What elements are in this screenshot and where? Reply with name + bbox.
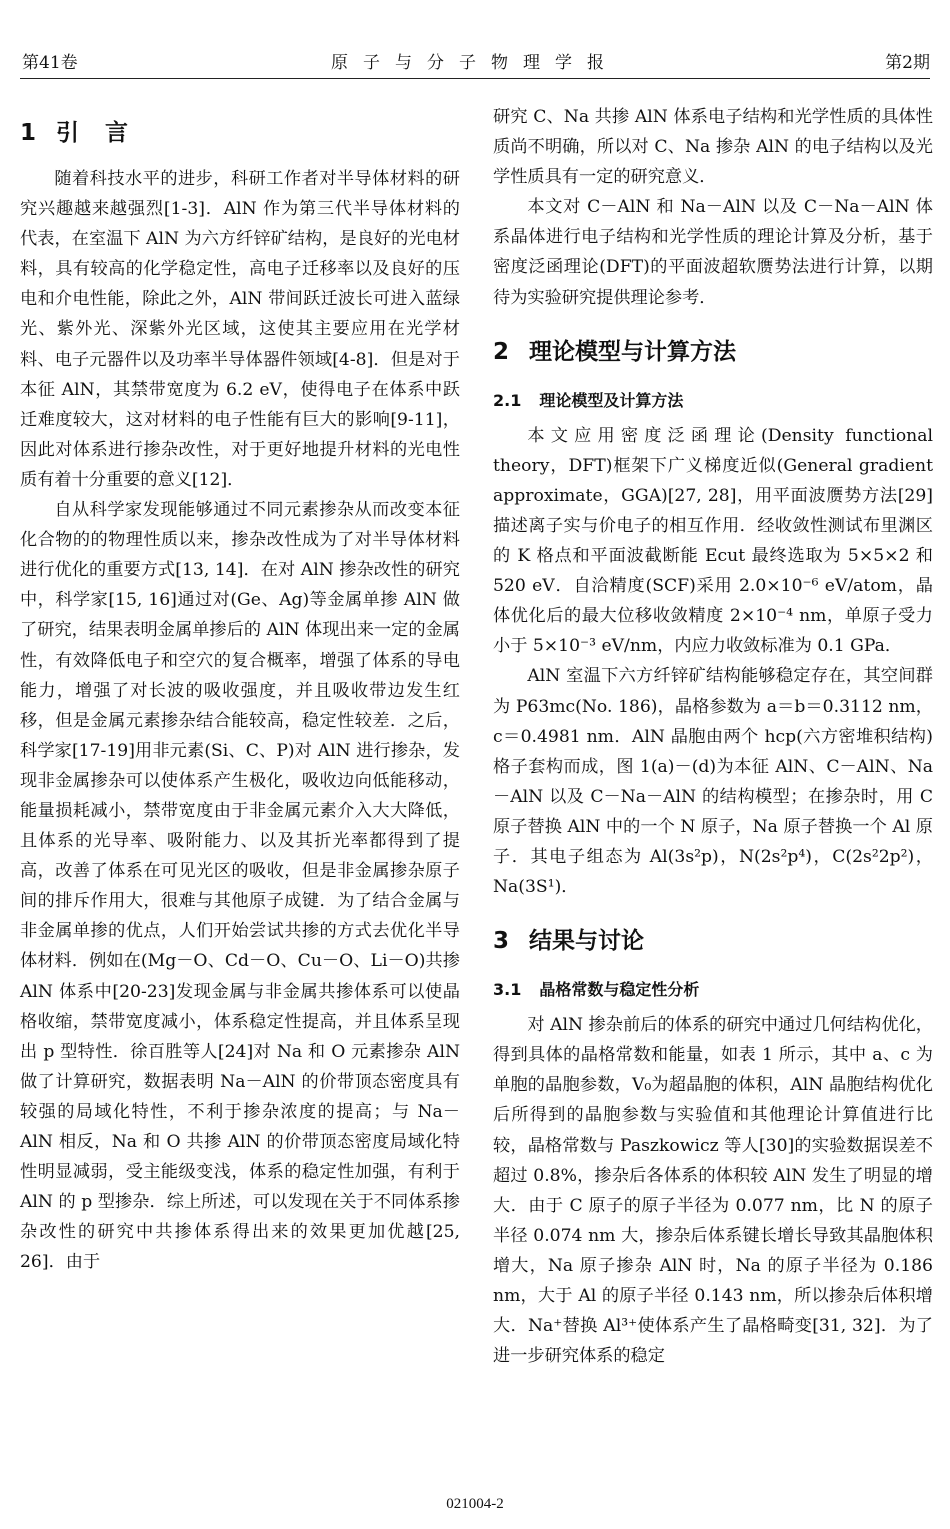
paragraph-intro-aim: 本文对 C－AlN 和 Na－AlN 以及 C－Na－AlN 体系晶体进行电子结构和光学性质的理论计算及分析，基于密度泛函理论(DFT)的平面波超软赝势法进行计算，以期待为实验研究提供理论参考．: [493, 197, 933, 308]
issue-label: 第2期: [885, 53, 930, 73]
running-header: [20, 52, 930, 79]
paragraph-intro-1: 随着科技水平的进步，科研工作者对半导体材料的研究兴趣越来越强烈[1-3]．AlN 作为第三代半导体材料的代表，在室温下 AlN 为六方纤锌矿结构，是良好的光电材料，具有较高的化学稳定性，高电子迁移率以及良好的压电和介电性能，除此之外，AlN 带间跃迁波长可进入蓝绿光、紫外光、深紫外光区域，这使其主要应用在光学材料、电子元器件以及功率半导体器件领域[4-8]．但是对于本征 AlN，其禁带宽度为 6.2 eV，使得电子在体系中跃迁难度较大，这对材料的电子性能有巨大的影响[9-11]，因此对体系进行掺杂改性，对于更好地提升材料的光电性质有着十分重要的意义[12]．: [20, 169, 460, 490]
subsection-number: 2.1: [493, 390, 522, 410]
paragraph-intro-continued: 研究 C、Na 共掺 AlN 体系电子结构和光学性质的具体性质尚不明确，所以对 C、Na 掺杂 AlN 的电子结构以及光学性质具有一定的研究意义．: [493, 107, 933, 188]
section-number: 2: [493, 338, 510, 365]
paragraph-results: 对 AlN 掺杂前后的体系的研究中通过几何结构优化，得到具体的晶格常数和能量，如表 1 所示，其中 a、c 为单胞的晶胞参数，V₀为超晶胞的体积，AlN 晶胞结构优化后所得到的晶胞参数与实验值和其他理论计算值进行比较，晶格常数与 Paszkowicz 等人[30]的实验数据误差不超过 0.8%，掺杂后各体系的体积较 AlN 发生了明显的增大．由于 C 原子的原子半径为 0.077 nm，比 N 的原子半径 0.074 nm 大，掺杂后体系键长增长导致其晶胞体积增大，Na 原子掺杂 AlN 时，Na 的原子半径为 0.186 nm，大于 Al 的原子半径 0.143 nm，所以掺杂后体积增大．Na⁺替换 Al³⁺使体系产生了晶格畸变[31, 32]．为了进一步研究体系的稳定: [493, 1015, 933, 1367]
section-title: 引言: [56, 120, 155, 146]
paragraph-intro-2: 自从科学家发现能够通过不同元素掺杂从而改变本征化合物的的物理性质以来，掺杂改性成为了对半导体材料进行优化的重要方式[13, 14]．在对 AlN 掺杂改性的研究中，科学家[15, 16]通过对(Ge、Ag)等金属单掺 AlN 做了研究，结果表明金属单掺后的 AlN 体现出来一定的金属性，有效降低电子和空穴的复合概率，增强了体系的导电能力，增强了对长波的吸收强度，并且吸收带边发生红移，但是金属元素掺杂结合能较高，稳定性较差．之后，科学家[17-19]用非元素(Si、C、P)对 AlN 进行掺杂，发现非金属掺杂可以使体系产生极化，吸收边向低能移动，能量损耗减小，禁带宽度由于非金属元素介入大大降低，且体系的光导率、吸附能力、以及其折光率都得到了提高，改善了体系在可见光区的吸收，但是非金属掺杂原子间的排斥作用大，很难与其他原子成键．为了结合金属与非金属单掺的优点，人们开始尝试共掺的方式去优化半导体材料．例如在(Mg－O、Cd－O、Cu－O、Li－O)共掺 AlN 体系中[20-23]发现金属与非金属共掺体系可以使晶格收缩，禁带宽度减小，体系稳定性提高，并且体系呈现出 p 型特性．徐百胜等人[24]对 Na 和 O 元素掺杂 AlN 做了计算研究，数据表明 Na－AlN 的价带顶态密度具有较强的局域化特性，不利于掺杂浓度的提高；与 Na－AlN 相反，Na 和 O 共掺 AlN 的价带顶态密度局域化特性明显减弱，受主能级变浅，体系的稳定性加强，有利于 AlN 的 p 型掺杂．综上所述，可以发现在关于不同体系掺杂改性的研究中共掺体系得出来的效果更加优越[25, 26]．由于: [20, 500, 460, 1273]
subsection-heading-lattice: [493, 970, 933, 1010]
section-title: 结果与讨论: [529, 928, 645, 955]
right-column: [493, 102, 933, 1371]
section-title: 理论模型与计算方法: [529, 338, 737, 365]
section-number: 1: [20, 120, 37, 146]
section-heading-results: [493, 912, 933, 970]
subsection-number: 3.1: [493, 980, 522, 1000]
section-heading-introduction: [20, 102, 460, 164]
page-number: 021004-2: [446, 1496, 504, 1512]
subsection-title: 晶格常数与稳定性分析: [539, 980, 700, 1000]
volume-label: 第41卷: [22, 53, 78, 73]
paragraph-method: 本文应用密度泛函理论(Density functional theory，DFT)框架下广义梯度近似(General gradient approximate，GGA)[27, 28]，用平面波赝势方法[29]描述离子实与价电子的相互作用．经收敛性测试布里渊区的 K 格点和平面波截断能 Ecut 最终选取为 5×5×2 和 520 eV．自洽精度(SCF)采用 2.0×10⁻⁶ eV/atom，晶体优化后的最大位移收敛精度 2×10⁻⁴ nm，单原子受力小于 5×10⁻³ eV/nm，内应力收敛标准为 0.1 GPa．: [493, 425, 933, 657]
section-heading-methods: [493, 323, 933, 381]
paragraph-structure: AlN 室温下六方纤锌矿结构能够稳定存在，其空间群为 P63mc(No. 186)，晶格参数为 a＝b＝0.3112 nm，c＝0.4981 nm．AlN 晶胞由两个 hcp(六方密堆积结构)格子套构而成，图 1(a)－(d)为本征 AlN、C－AlN、Na－AlN 以及 C－Na－AlN 的结构模型；在掺杂时，用 C 原子替换 AlN 中的一个 N 原子，Na 原子替换一个 Al 原子．其电子组态为 Al(3s²p)，N(2s²p⁴)，C(2s²2p²)，Na(3S¹)．: [493, 666, 933, 898]
subsection-heading-model: [493, 381, 933, 421]
section-number: 3: [493, 928, 510, 955]
subsection-title: 理论模型及计算方法: [539, 390, 684, 410]
left-column: [20, 102, 460, 1277]
journal-title: 原子与分子物理学报: [331, 53, 619, 73]
